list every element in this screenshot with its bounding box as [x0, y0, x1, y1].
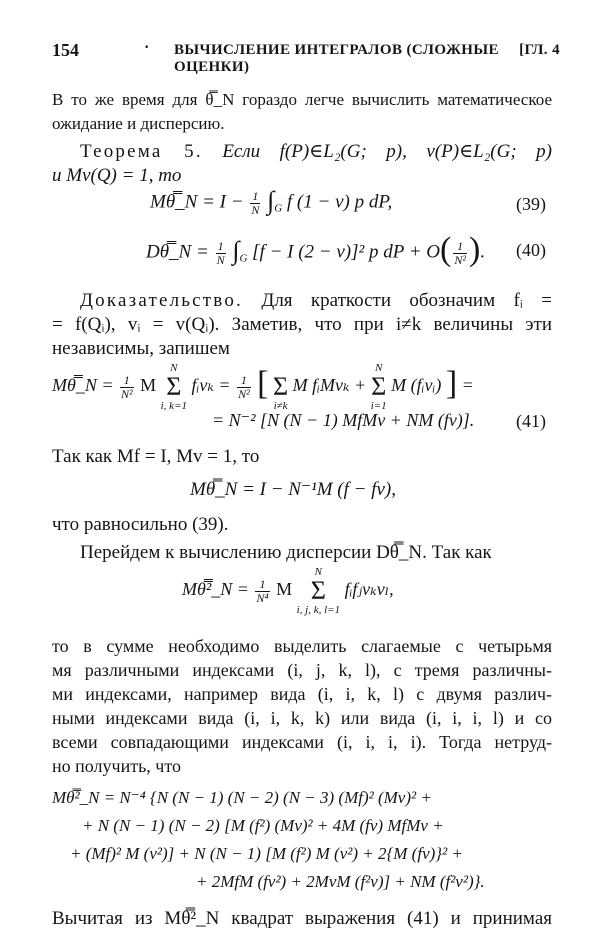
sum-text-3: ми индексами, например вида (i, i, k, l) с двумя различ-: [52, 684, 552, 704]
sum-text-1: то в сумме необходимо выделить слагаемые с четырьмя: [52, 636, 552, 656]
dispersion-line: Перейдем к вычислению дисперсии Dθ̿_N. Так как: [80, 542, 492, 563]
integral-sign: ∫: [232, 236, 240, 265]
proof-line-2: = f(Qᵢ), vᵢ = v(Qᵢ). Заметив, что при i≠k величины эти: [52, 314, 552, 335]
sum-text-6: но получить, что: [52, 756, 181, 776]
intro-line-2: ожидание и дисперсию.: [52, 114, 225, 133]
expansion-line-2: + N (N − 1) (N − 2) [M (f²) (Mv)² + 4M (fv) MfMv +: [82, 816, 444, 835]
header-dot: ·: [144, 39, 150, 56]
since-line: Так как Mf = I, Mv = 1, то: [52, 446, 260, 467]
second-moment-equation: Mθ̿²_N = $\frac{1}{\text{N⁴}}$ M N Σ i, j, k, l=1 fᵢfⱼvₖvₗ,: [182, 566, 394, 616]
equation-40: Dθ̿_N = $\frac{1}{N}$ $\int_G$ [f − I (2 − v)]² p dP + O( $\frac{1}{\text{N²}}$ ).: [146, 231, 486, 268]
fraction: $\frac{1}{N}$: [251, 188, 260, 217]
equation-number-39: (39): [516, 194, 546, 214]
proof-line-1: Доказательство. Для краткости обозначим fᵢ =: [80, 290, 552, 311]
page-number: 154: [52, 40, 79, 60]
theorem-line-2: и Mv(Q) = 1, то: [52, 165, 182, 186]
proof-line-3: независимы, запишем: [52, 338, 230, 359]
expansion-line-4: + 2MfM (fv²) + 2MvM (f²v)] + NM (f²v²)}.: [196, 872, 485, 891]
running-title: ВЫЧИСЛЕНИЕ ИНТЕГРАЛОВ (СЛОЖНЫЕ ОЦЕНКИ): [174, 42, 499, 75]
closing-line: Вычитая из Mθ̿²_N квадрат выражения (41) и принимая: [52, 908, 552, 929]
chapter-label: [ГЛ. 4: [519, 42, 560, 58]
sum-text-4: ными индексами вида (i, i, k, k) или вида (i, i, i, l) и со: [52, 708, 552, 728]
sum-text-2: мя различными индексами (i, j, k, l), с тремя различны-: [52, 660, 552, 680]
expansion-line-1: Mθ̿²_N = N⁻⁴ {N (N − 1) (N − 2) (N − 3) (Mf)² (Mv)² +: [52, 788, 432, 807]
equation-41-line-2: = N⁻² [N (N − 1) MfMv + NM (fv)].: [212, 410, 475, 430]
sum-sign: N Σ i=1: [370, 362, 387, 412]
equation-number-40: (40): [516, 240, 546, 260]
equation-41-line-1: Mθ̿_N = $\frac{1}{\text{N²}}$ M N Σ i, k=1 fᵢvₖ = $\frac{1}{\text{N²}}$ [ Σ i≠k M fᵢMvₖ + N Σ i=1 M (fᵢvᵢ) ] =: [52, 362, 474, 412]
expansion-line-3: + (Mf)² M (v²)] + N (N − 1) [M (f²) M (v²) + 2{M (fv)}² +: [70, 844, 463, 863]
sum-sign: Σ i≠k: [273, 372, 289, 412]
since-equation: Mθ̿_N = I − N⁻¹M (f − fv),: [190, 479, 396, 500]
theorem-hypothesis: Если f(P)∈L₂(G; p), v(P)∈L₂(G; p): [202, 141, 553, 162]
page-header: [52, 39, 560, 75]
theorem-statement: [80, 140, 552, 163]
equation-39: Mθ̿_N = I − $\frac{1}{N}$ $\int_G$ f (1 − v) p dP,: [150, 186, 393, 217]
sum-text-5: всеми совпадающими индексами (i, i, i, i). Тогда нетруд-: [52, 732, 552, 752]
equation-number-41: (41): [516, 411, 546, 431]
sum-sign: N Σ i, k=1: [160, 362, 187, 412]
theorem-label: Теорема 5.: [80, 141, 203, 162]
integral-sign: ∫: [267, 186, 275, 215]
equivalence-line: что равносильно (39).: [52, 514, 229, 535]
sum-sign: N Σ i, j, k, l=1: [296, 566, 341, 616]
intro-line-1: В то же время для θ̿_N гораздо легче вычислить математическое: [52, 90, 552, 109]
proof-label: Доказательство.: [80, 290, 243, 311]
